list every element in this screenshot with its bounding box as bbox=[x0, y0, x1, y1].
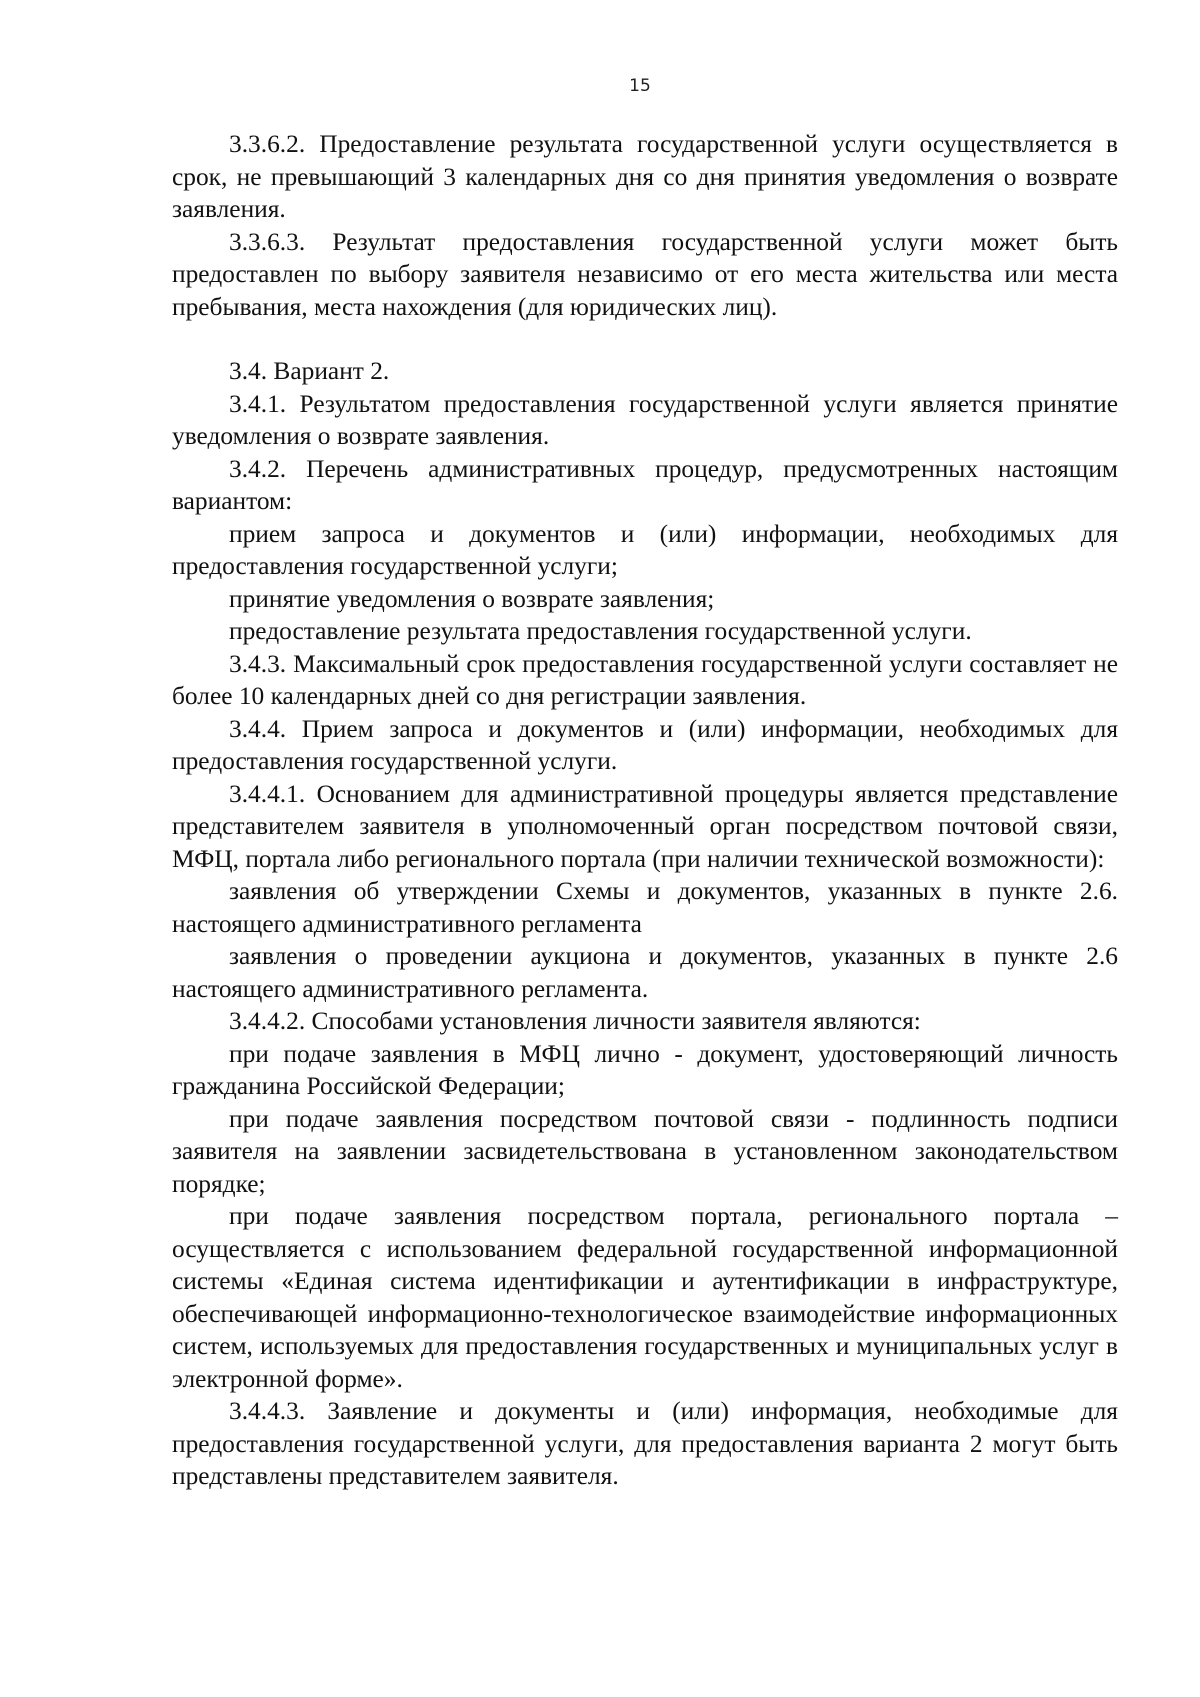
list-item-identity-mfc: при подаче заявления в МФЦ лично - документ, удостоверяющий личность гражданина Российской Федерации; bbox=[172, 1039, 1118, 1100]
list-item-identity-portal: при подаче заявления посредством портала, регионального портала – осуществляется с использованием федеральной государственной информационной системы «Единая система идентификации и аутентификации в инфраструктуре, обеспечивающей информационно-технологическое взаимодействие информационных систем, используемых для предоставления государственных и муниципальных услуг в электронной форме». bbox=[172, 1202, 1118, 1393]
list-item-identity-post: при подаче заявления посредством почтовой связи - подлинность подписи заявителя на заявлении засвидетельствована в установленном законодательством порядке; bbox=[172, 1104, 1118, 1198]
paragraph-3-3-6-2: 3.3.6.2. Предоставление результата государственной услуги осуществляется в срок, не превышающий 3 календарных дня со дня принятия уведомления о возврате заявления. bbox=[172, 130, 1118, 223]
paragraph-3-4-4-3: 3.4.4.3. Заявление и документы и (или) информация, необходимые для предоставления государственной услуги, для предоставления варианта 2 могут быть представлены представителем заявителя. bbox=[172, 1397, 1118, 1490]
paragraph-3-4-1: 3.4.1. Результатом предоставления государственной услуги является принятие уведомления о возврате заявления. bbox=[172, 389, 1118, 450]
list-item-application-schema: заявления об утверждении Схемы и документов, указанных в пункте 2.6. настоящего административного регламента bbox=[172, 877, 1118, 938]
paragraph-3-4-4: 3.4.4. Прием запроса и документов и (или) информации, необходимых для предоставления государственной услуги. bbox=[172, 714, 1118, 775]
paragraph-3-4-4-2: 3.4.4.2. Способами установления личности заявителя являются: bbox=[229, 1007, 921, 1035]
list-item-procedure-1: прием запроса и документов и (или) информации, необходимых для предоставления государственной услуги; bbox=[172, 519, 1118, 580]
page-number: 15 bbox=[629, 76, 651, 96]
paragraph-3-4-4-1: 3.4.4.1. Основанием для административной процедуры является представление представителем заявителя в уполномоченный орган посредством почтовой связи, МФЦ, портала либо регионального портала (при наличии технической возможности): bbox=[172, 779, 1118, 873]
list-item-application-auction: заявления о проведении аукциона и документов, указанных в пункте 2.6 настоящего административного регламента. bbox=[172, 942, 1118, 1003]
list-item-procedure-2: принятие уведомления о возврате заявления; bbox=[229, 584, 715, 613]
paragraph-3-3-6-3: 3.3.6.3. Результат предоставления государственной услуги может быть предоставлен по выбору заявителя независимо от его места жительства или места пребывания, места нахождения (для юридических лиц). bbox=[172, 227, 1118, 321]
paragraph-3-4-3: 3.4.3. Максимальный срок предоставления государственной услуги составляет не более 10 календарных дней со дня регистрации заявления. bbox=[172, 649, 1118, 710]
paragraph-3-4-2: 3.4.2. Перечень административных процедур, предусмотренных настоящим вариантом: bbox=[172, 454, 1118, 515]
list-item-procedure-3: предоставление результата предоставления государственной услуги. bbox=[229, 617, 972, 645]
document-body bbox=[172, 128, 1118, 1493]
section-heading-3-4: 3.4. Вариант 2. bbox=[229, 357, 390, 385]
